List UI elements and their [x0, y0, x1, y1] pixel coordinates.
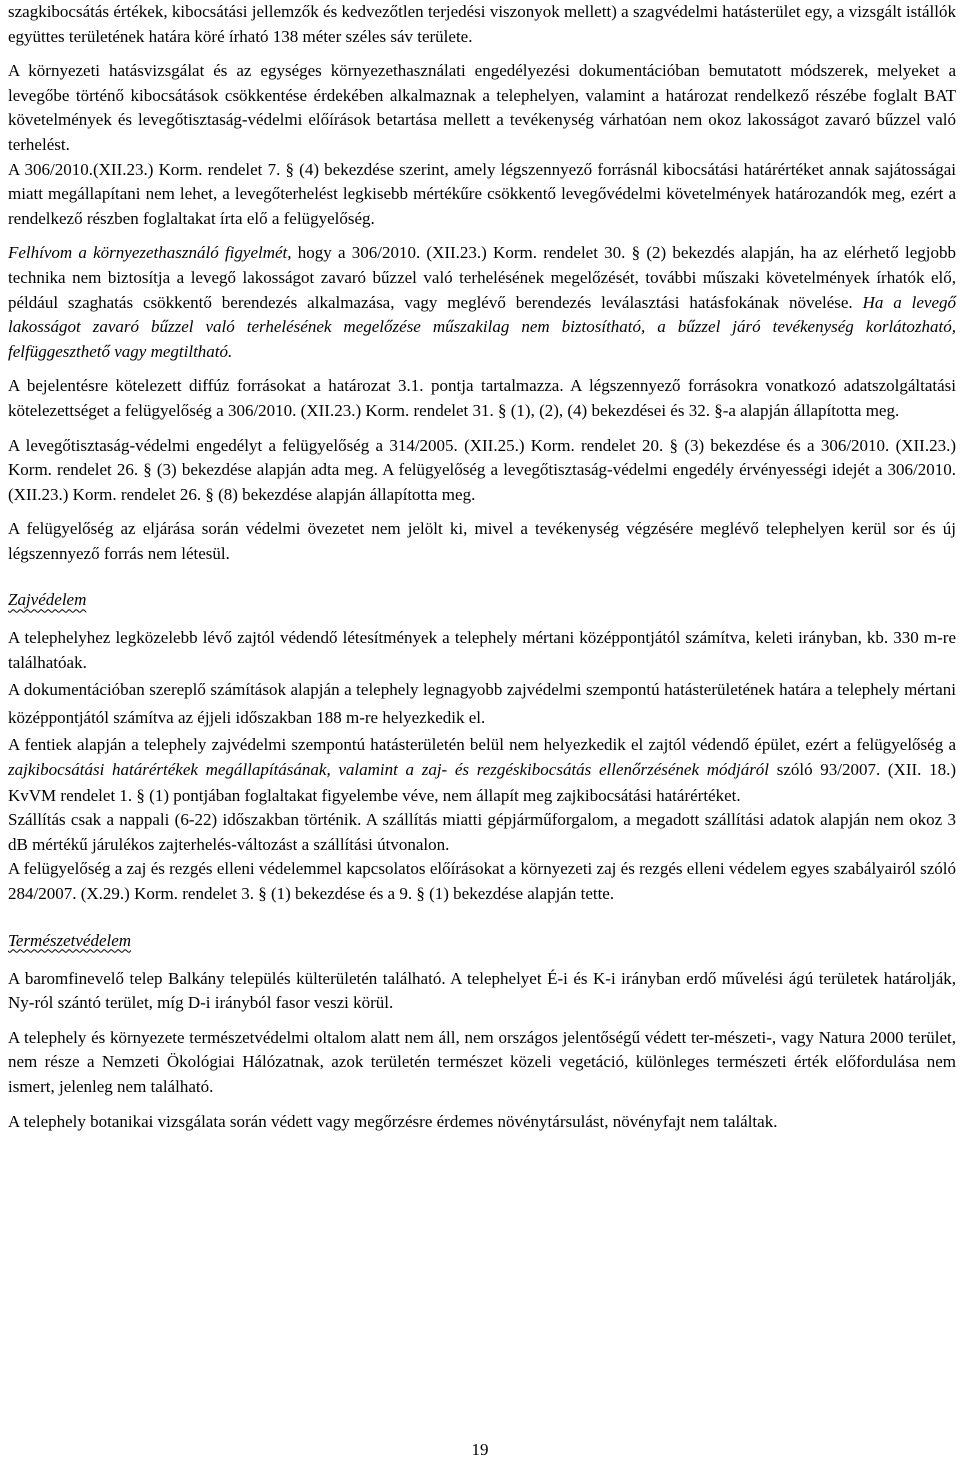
- paragraph: [8, 434, 956, 508]
- paragraph: [8, 0, 956, 49]
- text-run: A telephely botanikai vizsgálata során védett vagy megőrzésre érdemes növénytársulást, növényfajt nem találtak.: [8, 1111, 778, 1131]
- text-run: A dokumentációban szereplő számítások alapján a telephely legnagyobb zajvédelmi szempontú hatásterületének határa a telephely mértani középpontjától számítva az éjjeli időszakban 188 m-re helyezkedik el.: [8, 679, 956, 727]
- page-number: 19: [471, 1440, 489, 1459]
- text-run: A levegőtisztaság-védelmi engedélyt a felügyelőség a 314/2005. (XII.25.) Korm. rendelet 20. § (3) bekezdése és a 306/2010. (XII.23.) Korm. rendelet 26. § (3) bekezdése alapján adta meg. A felügyelőség a levegőtisztaság-védelmi engedély érvényességi idejét a 306/2010. (XII.23.) Korm. rendelet 26. § (8) bekezdése alapján állapította meg.: [8, 435, 956, 504]
- section-heading-nature: Természetvédelem: [8, 930, 132, 950]
- paragraph: [8, 374, 956, 423]
- paragraph: [8, 967, 956, 1016]
- paragraph: [8, 626, 956, 675]
- text-run: A baromfinevelő telep Balkány település külterületén található. A telephelyet É-i és K-i irányban erdő művelési ágú területek határolják, Ny-ról szántó terület, míg D-i irányból fasor veszi körül.: [8, 968, 956, 1013]
- paragraph: [8, 676, 956, 732]
- italic-text: Felhívom a környezethasználó figyelmét,: [8, 243, 292, 263]
- paragraph: [8, 808, 956, 857]
- paragraph: [8, 1110, 956, 1135]
- noise-section: [8, 626, 956, 906]
- text-run: Szállítás csak a nappali (6-22) időszakban történik. A szállítás miatti gépjárműforgalom, a megadott szállítási adatok alapján nem okoz 3 dB mértékű járulékos zajterhelés-változást a szállítási útvonalon.: [8, 810, 956, 854]
- paragraph: [8, 241, 956, 364]
- document-page: [8, 0, 956, 1134]
- text-run: A bejelentésre kötelezett diffúz forrásokat a határozat 3.1. pontja tartalmazza. A légszennyező forrásokra vonatkozó adatszolgáltatási kötelezettséget a felügyelőség a 306/2010. (XII.23.) Korm. rendelet 31. § (1), (2), (4) bekezdései és 32. §-a alapján állapította meg.: [8, 376, 956, 420]
- text-run: A telephelyhez legközelebb lévő zajtól védendő létesítmények a telephely mértani középpontjától számítva, keleti irányban, kb. 330 m-re találhatóak.: [8, 628, 956, 673]
- text-run: A fentiek alapján a telephely zajvédelmi szempontú hatásterületén belül nem helyezkedik el zajtól védendő épület, ezért a felügyelőség a: [8, 734, 956, 754]
- italic-text: zajkibocsátási határértékek megállapításának, valamint a zaj- és rezgéskibocsátás ellenőrzésének módjáról: [8, 760, 770, 780]
- text-run: A felügyelőség a zaj és rezgés elleni védelemmel kapcsolatos előírásokat a környezeti zaj és rezgés elleni védelem egyes szabályairól szóló 284/2007. (X.29.) Korm. rendelet 3. § (1) bekezdése és a 9. § (1) bekezdése alapján tette.: [8, 859, 956, 903]
- paragraph: [8, 59, 956, 157]
- text-run: szagkibocsátás értékek, kibocsátási jellemzők és kedvezőtlen terjedési viszonyok mellett) a szagvédelmi hatásterület egy, a vizsgált istállók együttes területének határa köré írható 138 méter széles sáv területe.: [8, 2, 956, 46]
- paragraph: [8, 517, 956, 566]
- text-run: hogy a 306/2010. (XII.23.) Korm. rendelet 30. § (2) bekezdés alapján, ha az elérhető legjobb technika nem biztosítja a levegő lakosságot zavaró bűzzel való terhelésének megelőzését, további műszaki követelmények írhatók elő, például szaghatás csökkentő berendezés alkalmazása, vagy meglévő berendezés leválasztási hatásfokának növelése.: [8, 243, 956, 312]
- paragraph: [8, 732, 956, 809]
- text-run: A 306/2010.(XII.23.) Korm. rendelet 7. § (4) bekezdése szerint, amely légszennyező forrásnál kibocsátási határértéket annak sajátosságai miatt megállapítani nem lehet, a levegőterhelést legkisebb mértékűre csökkentő levegővédelmi követelmények határozandók meg, ezért a rendelkező részben foglaltakat írta elő a felügyelőség.: [8, 159, 956, 228]
- paragraph: [8, 158, 956, 232]
- nature-section: [8, 967, 956, 1135]
- italic-text: Ha a levegő lakosságot zavaró bűzzel való terhelésének megelőzése műszakilag nem biztosítható, a bűzzel járó tevékenység korlátozható, felfüggeszthető vagy megtiltható.: [8, 292, 956, 361]
- text-run: A felügyelőség az eljárása során védelmi övezetet nem jelölt ki, mivel a tevékenység végzésére meglévő telephelyen kerül sor és új légszennyező forrás nem létesül.: [8, 519, 956, 563]
- air-quality-section: [8, 0, 956, 566]
- paragraph: [8, 857, 956, 906]
- paragraph: [8, 1026, 956, 1100]
- section-heading-noise: Zajvédelem: [8, 590, 87, 610]
- text-run: A környezeti hatásvizsgálat és az egységes környezethasználati engedélyezési dokumentációban bemutatott módszerek, melyeket a levegőbe történő kibocsátások csökkentése érdekében alkalmaznak a telephelyen, valamint a határozat rendelkező részébe foglalt BAT követelmények és levegőtisztaság-védelmi előírások betartása mellett a tevékenység várhatóan nem okoz lakosságot zavaró bűzzel való terhelést.: [8, 61, 956, 154]
- text-run: szóló 93/2007. (XII. 18.) KvVM rendelet 1. § (1) pontjában foglaltakat figyelembe véve, nem állapít meg zajkibocsátási határértéket.: [8, 760, 956, 805]
- text-run: A telephely és környezete természetvédelmi oltalom alatt nem áll, nem országos jelentőségű védett ter-mészeti-, vagy Natura 2000 terület, nem része a Nemzeti Ökológiai Hálózatnak, azok területén természet közeli vegetáció, különleges természeti érték előfordulása nem ismert, jelenleg nem található.: [8, 1027, 956, 1096]
